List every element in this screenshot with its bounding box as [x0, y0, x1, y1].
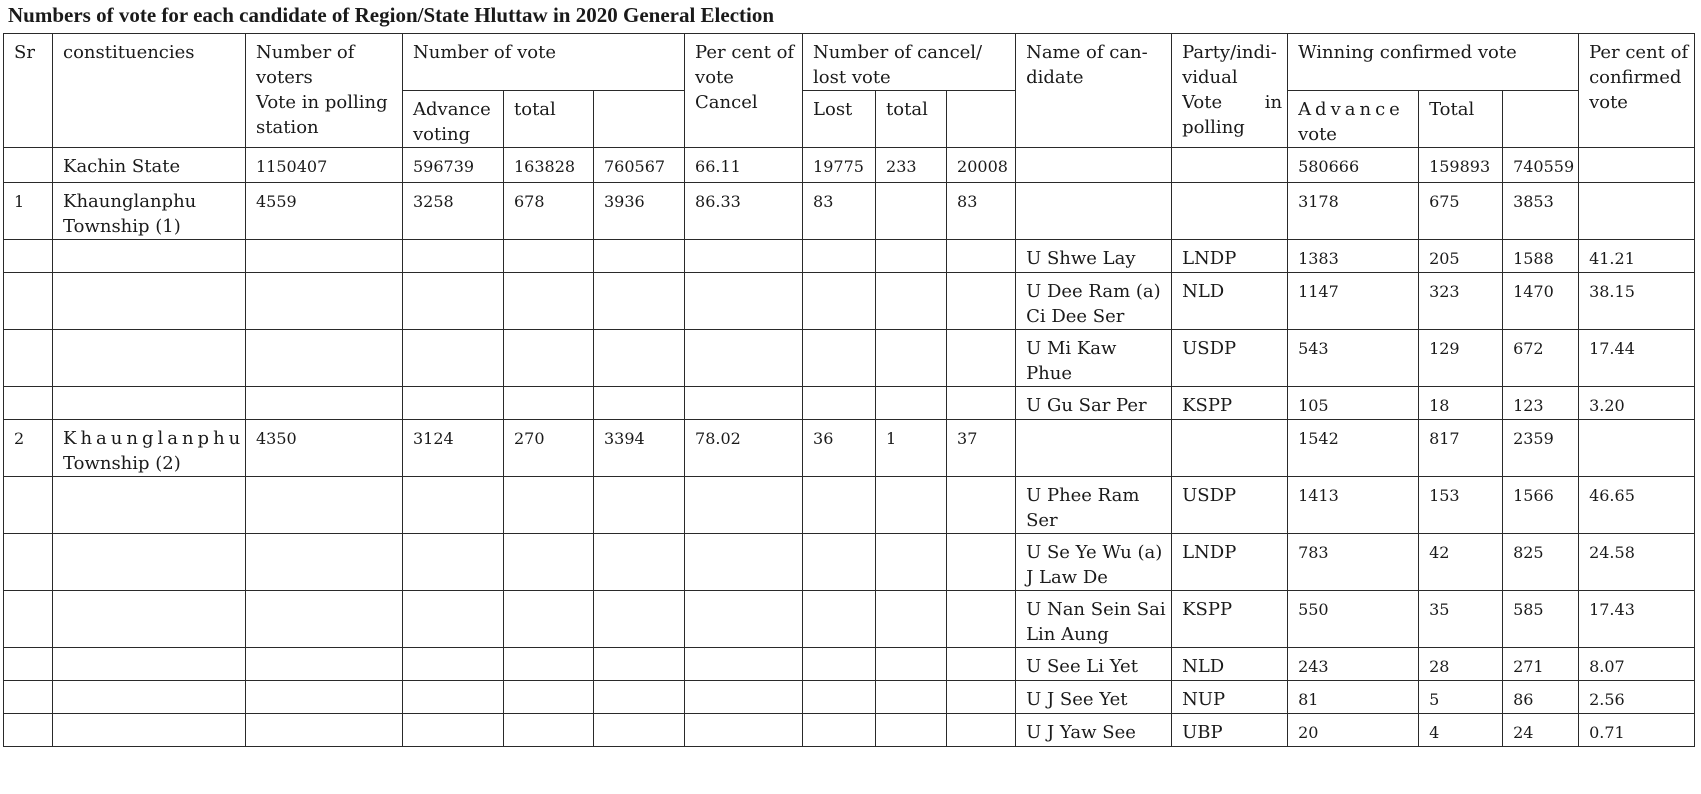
win-total-cell: 675: [1419, 183, 1503, 240]
win-sum-cell: 86: [1503, 681, 1579, 714]
pct-cell: 17.43: [1579, 591, 1695, 648]
pct-cell: [1579, 183, 1695, 240]
vote-total-cell: [504, 534, 594, 591]
voters-cell: [246, 534, 403, 591]
cancel-total-cell: [876, 648, 947, 681]
percent-cancel-cell: [685, 681, 803, 714]
lost-cell: [803, 240, 876, 273]
win-total-cell: 129: [1419, 330, 1503, 387]
sr-cell: 1: [4, 183, 53, 240]
sr-cell: [4, 591, 53, 648]
advance-cell: [403, 240, 504, 273]
party-cell: [1172, 183, 1288, 240]
pct-cell: 41.21: [1579, 240, 1695, 273]
vote-total-cell: [504, 387, 594, 420]
cancel-total-cell: [876, 477, 947, 534]
constituency-cell: [53, 648, 246, 681]
party-cell: NLD: [1172, 273, 1288, 330]
header-winning-confirmed-vote: Winning confirmed vote: [1288, 34, 1579, 91]
candidate-row: [4, 477, 1695, 534]
candidate-row: [4, 681, 1695, 714]
advance-cell: [403, 591, 504, 648]
win-total-cell: 205: [1419, 240, 1503, 273]
sr-cell: [4, 648, 53, 681]
vote-total-cell: [504, 648, 594, 681]
election-results-table: [3, 33, 1695, 747]
header-candidate-name: Name of can- didate: [1016, 34, 1172, 148]
win-sum-cell: 3853: [1503, 183, 1579, 240]
win-advance-cell: 81: [1288, 681, 1419, 714]
sr-cell: 2: [4, 420, 53, 477]
win-total-cell: 323: [1419, 273, 1503, 330]
constituency-cell: [53, 240, 246, 273]
win-advance-cell: 550: [1288, 591, 1419, 648]
win-sum-cell: 271: [1503, 648, 1579, 681]
percent-cancel-cell: [685, 714, 803, 747]
lost-cell: [803, 681, 876, 714]
header-cancel-total: total: [876, 91, 947, 148]
voters-cell: [246, 591, 403, 648]
party-cell: UBP: [1172, 714, 1288, 747]
advance-cell: [403, 534, 504, 591]
percent-cancel-cell: [685, 591, 803, 648]
vote-total-cell: [504, 714, 594, 747]
lost-cell: 19775: [803, 148, 876, 183]
win-total-cell: 28: [1419, 648, 1503, 681]
voters-cell: [246, 648, 403, 681]
header-party: Party/indi- vidual Vote in polling: [1172, 34, 1288, 148]
cancel-sum-cell: [947, 240, 1016, 273]
lost-cell: [803, 387, 876, 420]
candidate-row: [4, 591, 1695, 648]
percent-cancel-cell: [685, 477, 803, 534]
lost-cell: 36: [803, 420, 876, 477]
vote-total-cell: 163828: [504, 148, 594, 183]
win-total-cell: 42: [1419, 534, 1503, 591]
candidate-name: U Shwe Lay: [1016, 240, 1172, 273]
cancel-sum-cell: [947, 273, 1016, 330]
table-body: [4, 148, 1695, 747]
win-sum-cell: 740559: [1503, 148, 1579, 183]
cancel-sum-cell: [947, 681, 1016, 714]
candidate-name: U Phee Ram Ser: [1016, 477, 1172, 534]
vote-sum-cell: [594, 330, 685, 387]
constituency-cell: [53, 534, 246, 591]
voters-cell: 1150407: [246, 148, 403, 183]
header-lost: Lost: [803, 91, 876, 148]
cancel-sum-cell: [947, 591, 1016, 648]
cancel-total-cell: 233: [876, 148, 947, 183]
win-sum-cell: 123: [1503, 387, 1579, 420]
lost-cell: [803, 273, 876, 330]
advance-cell: [403, 648, 504, 681]
lost-cell: [803, 477, 876, 534]
candidate-row: [4, 273, 1695, 330]
pct-cell: 17.44: [1579, 330, 1695, 387]
advance-cell: [403, 330, 504, 387]
constituency-row: [4, 183, 1695, 240]
advance-cell: [403, 681, 504, 714]
header-win-total: Total: [1419, 91, 1503, 148]
percent-cancel-cell: [685, 273, 803, 330]
vote-sum-cell: 3936: [594, 183, 685, 240]
pct-cell: 0.71: [1579, 714, 1695, 747]
vote-sum-cell: 760567: [594, 148, 685, 183]
header-sr: Sr: [4, 34, 53, 148]
voters-cell: 4350: [246, 420, 403, 477]
voters-cell: [246, 273, 403, 330]
win-total-cell: 35: [1419, 591, 1503, 648]
vote-sum-cell: [594, 681, 685, 714]
percent-cancel-cell: [685, 330, 803, 387]
lost-cell: [803, 330, 876, 387]
vote-total-cell: [504, 591, 594, 648]
vote-total-cell: [504, 681, 594, 714]
constituency-cell: [53, 387, 246, 420]
win-advance-cell: 243: [1288, 648, 1419, 681]
pct-cell: 38.15: [1579, 273, 1695, 330]
win-advance-cell: 1413: [1288, 477, 1419, 534]
state-summary-row: [4, 148, 1695, 183]
sr-cell: [4, 240, 53, 273]
win-advance-cell: 20: [1288, 714, 1419, 747]
vote-total-cell: [504, 240, 594, 273]
constituency-cell: [53, 273, 246, 330]
cancel-sum-cell: [947, 714, 1016, 747]
candidate-name: U See Li Yet: [1016, 648, 1172, 681]
party-cell: LNDP: [1172, 240, 1288, 273]
cancel-total-cell: [876, 387, 947, 420]
win-total-cell: 159893: [1419, 148, 1503, 183]
percent-cancel-cell: 66.11: [685, 148, 803, 183]
advance-cell: 3124: [403, 420, 504, 477]
vote-sum-cell: [594, 387, 685, 420]
page-title: Numbers of vote for each candidate of Region/State Hluttaw in 2020 General Election: [8, 3, 775, 27]
win-advance-cell: 580666: [1288, 148, 1419, 183]
win-sum-cell: 672: [1503, 330, 1579, 387]
lost-cell: 83: [803, 183, 876, 240]
constituency-name: Khaunglanphu Township (1): [53, 183, 246, 240]
header-advance-voting: Advance voting: [403, 91, 504, 148]
lost-cell: [803, 534, 876, 591]
constituency-cell: [53, 714, 246, 747]
candidate-cell: [1016, 183, 1172, 240]
percent-cancel-cell: 86.33: [685, 183, 803, 240]
advance-cell: [403, 273, 504, 330]
advance-cell: 3258: [403, 183, 504, 240]
state-name: Kachin State: [53, 148, 246, 183]
advance-cell: [403, 387, 504, 420]
vote-sum-cell: [594, 534, 685, 591]
vote-sum-cell: [594, 591, 685, 648]
cancel-sum-cell: 37: [947, 420, 1016, 477]
party-cell: KSPP: [1172, 591, 1288, 648]
cancel-sum-cell: 20008: [947, 148, 1016, 183]
constituency-cell: [53, 591, 246, 648]
party-cell: NUP: [1172, 681, 1288, 714]
constituency-cell: [53, 330, 246, 387]
candidate-name: U Mi Kaw Phue: [1016, 330, 1172, 387]
cancel-sum-cell: [947, 330, 1016, 387]
party-cell: [1172, 148, 1288, 183]
win-total-cell: 153: [1419, 477, 1503, 534]
constituency-cell: [53, 477, 246, 534]
voters-cell: [246, 387, 403, 420]
sr-cell: [4, 534, 53, 591]
percent-cancel-cell: [685, 534, 803, 591]
sr-cell: [4, 148, 53, 183]
win-advance-cell: 543: [1288, 330, 1419, 387]
cancel-sum-cell: [947, 534, 1016, 591]
win-total-cell: 18: [1419, 387, 1503, 420]
candidate-name: U Nan Sein Sai Lin Aung: [1016, 591, 1172, 648]
vote-sum-cell: [594, 240, 685, 273]
header-constituencies: constituencies: [53, 34, 246, 148]
percent-cancel-cell: [685, 648, 803, 681]
candidate-row: [4, 387, 1695, 420]
header-cancel-sum: [947, 91, 1016, 148]
header-number-of-vote: Number of vote: [403, 34, 685, 91]
pct-cell: 3.20: [1579, 387, 1695, 420]
win-total-cell: 5: [1419, 681, 1503, 714]
vote-sum-cell: [594, 714, 685, 747]
voters-cell: [246, 330, 403, 387]
win-advance-cell: 1383: [1288, 240, 1419, 273]
candidate-name: U Gu Sar Per: [1016, 387, 1172, 420]
win-sum-cell: 1588: [1503, 240, 1579, 273]
cancel-total-cell: [876, 330, 947, 387]
candidate-row: [4, 330, 1695, 387]
voters-cell: [246, 477, 403, 534]
cancel-sum-cell: [947, 387, 1016, 420]
header-number-of-cancel: Number of cancel/ lost vote: [803, 34, 1016, 91]
advance-cell: [403, 477, 504, 534]
cancel-total-cell: [876, 591, 947, 648]
cancel-total-cell: [876, 273, 947, 330]
pct-cell: 24.58: [1579, 534, 1695, 591]
pct-cell: 2.56: [1579, 681, 1695, 714]
party-cell: LNDP: [1172, 534, 1288, 591]
candidate-cell: [1016, 148, 1172, 183]
header-number-of-voters: Number of voters Vote in polling station: [246, 34, 403, 148]
header-percent-confirmed: Per cent of confirmed vote: [1579, 34, 1695, 148]
vote-sum-cell: 3394: [594, 420, 685, 477]
cancel-sum-cell: 83: [947, 183, 1016, 240]
party-cell: USDP: [1172, 477, 1288, 534]
win-sum-cell: 1470: [1503, 273, 1579, 330]
vote-sum-cell: [594, 648, 685, 681]
voters-cell: 4559: [246, 183, 403, 240]
win-total-cell: 4: [1419, 714, 1503, 747]
constituency-row: [4, 420, 1695, 477]
pct-cell: [1579, 420, 1695, 477]
win-advance-cell: 783: [1288, 534, 1419, 591]
win-sum-cell: 2359: [1503, 420, 1579, 477]
sr-cell: [4, 477, 53, 534]
candidate-name: U J Yaw See: [1016, 714, 1172, 747]
percent-cancel-cell: [685, 240, 803, 273]
win-sum-cell: 1566: [1503, 477, 1579, 534]
pct-cell: 8.07: [1579, 648, 1695, 681]
percent-cancel-cell: 78.02: [685, 420, 803, 477]
party-cell: USDP: [1172, 330, 1288, 387]
voters-cell: [246, 714, 403, 747]
candidate-name: U J See Yet: [1016, 681, 1172, 714]
voters-cell: [246, 240, 403, 273]
party-cell: [1172, 420, 1288, 477]
advance-cell: [403, 714, 504, 747]
candidate-row: [4, 534, 1695, 591]
win-advance-cell: 3178: [1288, 183, 1419, 240]
vote-total-cell: [504, 273, 594, 330]
win-sum-cell: 585: [1503, 591, 1579, 648]
pct-cell: [1579, 148, 1695, 183]
sr-cell: [4, 330, 53, 387]
sr-cell: [4, 714, 53, 747]
percent-cancel-cell: [685, 387, 803, 420]
table-header: [4, 34, 1695, 148]
cancel-sum-cell: [947, 477, 1016, 534]
party-cell: NLD: [1172, 648, 1288, 681]
cancel-total-cell: [876, 183, 947, 240]
vote-total-cell: [504, 477, 594, 534]
header-win-advance: Advance vote: [1288, 91, 1419, 148]
cancel-total-cell: [876, 240, 947, 273]
vote-sum-cell: [594, 477, 685, 534]
advance-cell: 596739: [403, 148, 504, 183]
win-advance-cell: 105: [1288, 387, 1419, 420]
voters-cell: [246, 681, 403, 714]
lost-cell: [803, 648, 876, 681]
vote-sum-cell: [594, 273, 685, 330]
vote-total-cell: [504, 330, 594, 387]
sr-cell: [4, 273, 53, 330]
vote-total-cell: 270: [504, 420, 594, 477]
cancel-total-cell: [876, 681, 947, 714]
lost-cell: [803, 714, 876, 747]
header-percent-cancel: Per cent of vote Cancel: [685, 34, 803, 148]
candidate-row: [4, 240, 1695, 273]
header-win-sum: [1503, 91, 1579, 148]
win-advance-cell: 1147: [1288, 273, 1419, 330]
sr-cell: [4, 387, 53, 420]
win-advance-cell: 1542: [1288, 420, 1419, 477]
candidate-name: U Dee Ram (a) Ci Dee Ser: [1016, 273, 1172, 330]
sr-cell: [4, 681, 53, 714]
candidate-name: U Se Ye Wu (a) J Law De: [1016, 534, 1172, 591]
candidate-cell: [1016, 420, 1172, 477]
cancel-sum-cell: [947, 648, 1016, 681]
constituency-name: Khaunglanphu Township (2): [53, 420, 246, 477]
vote-total-cell: 678: [504, 183, 594, 240]
candidate-row: [4, 714, 1695, 747]
lost-cell: [803, 591, 876, 648]
win-sum-cell: 24: [1503, 714, 1579, 747]
party-cell: KSPP: [1172, 387, 1288, 420]
win-sum-cell: 825: [1503, 534, 1579, 591]
cancel-total-cell: [876, 534, 947, 591]
win-total-cell: 817: [1419, 420, 1503, 477]
pct-cell: 46.65: [1579, 477, 1695, 534]
cancel-total-cell: 1: [876, 420, 947, 477]
constituency-cell: [53, 681, 246, 714]
cancel-total-cell: [876, 714, 947, 747]
header-vote-total: total: [504, 91, 594, 148]
candidate-row: [4, 648, 1695, 681]
header-vote-sum: [594, 91, 685, 148]
